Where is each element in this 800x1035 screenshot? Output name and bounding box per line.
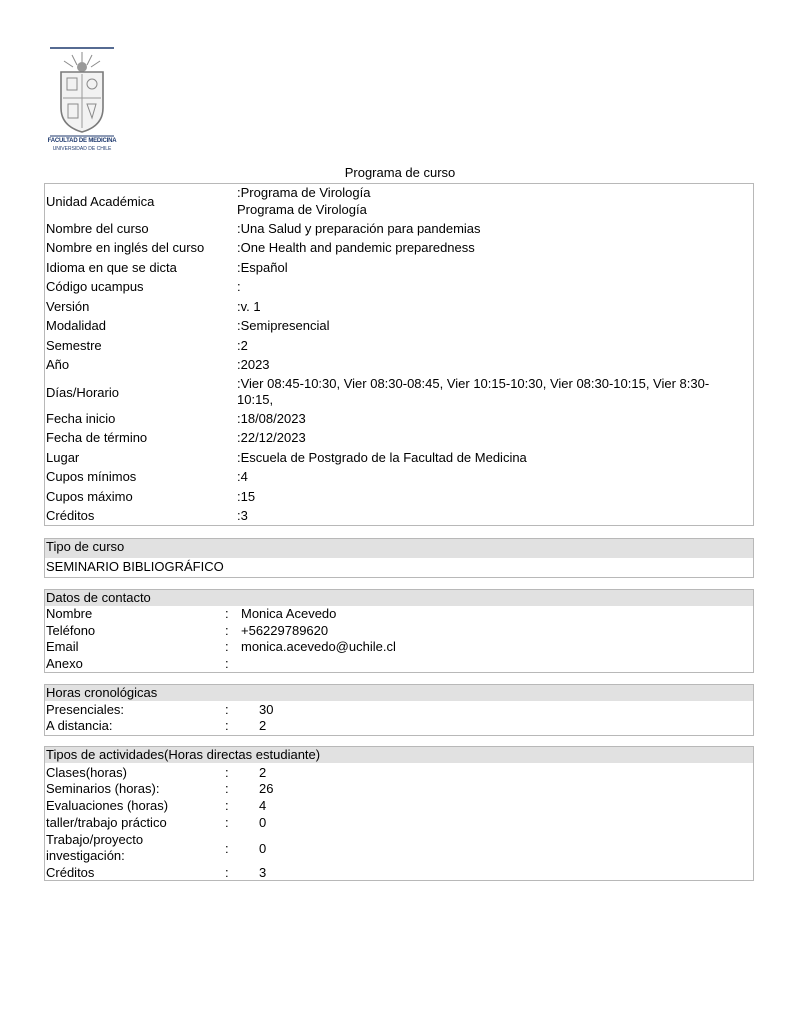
nombre-ingles-value: :One Health and pandemic preparedness: [237, 240, 475, 255]
lugar-value: :Escuela de Postgrado de la Facultad de Medicina: [237, 450, 527, 465]
nombre-ingles-label: Nombre en inglés del curso: [46, 240, 205, 255]
fecha-inicio-label: Fecha inicio: [46, 411, 116, 426]
contact-telefono-label: Teléfono: [46, 623, 96, 638]
contact-email-label: Email: [46, 639, 79, 654]
anio-label: Año: [46, 357, 70, 372]
contact-anexo-colon: :: [225, 656, 229, 671]
activities-clases-label: Clases(horas): [46, 765, 127, 780]
creditos-label: Créditos: [46, 508, 95, 523]
hours-presenciales-label: Presenciales:: [46, 702, 125, 717]
info-row-horario: [45, 376, 753, 410]
activities-clases-colon: :: [225, 765, 229, 780]
horario-value: :Vier 08:45-10:30, Vier 08:30-08:45, Vier 10:15-10:30, Vier 08:30-10:15, Vier 8:30-10:15,: [237, 376, 710, 407]
hours-distancia-label: A distancia:: [46, 718, 113, 733]
contact-email-value: monica.acevedo@uchile.cl: [241, 639, 396, 654]
activities-section: [44, 746, 754, 881]
codigo-label: Código ucampus: [46, 279, 144, 294]
unidad-value-2: Programa de Virología: [237, 202, 367, 217]
hours-distancia-value: 2: [259, 718, 267, 733]
activities-trabajo-colon: :: [225, 841, 229, 856]
contact-anexo-label: Anexo: [46, 656, 83, 671]
activities-seminarios-colon: :: [225, 781, 229, 796]
activities-taller-colon: :: [225, 815, 229, 830]
activities-trabajo-value: 0: [259, 841, 267, 856]
activities-clases-value: 2: [259, 765, 267, 780]
activities-taller-value: 0: [259, 815, 267, 830]
horario-label: Días/Horario: [46, 385, 119, 400]
activities-creditos-value: 3: [259, 865, 267, 880]
activities-trabajo-label-2: investigación:: [46, 848, 125, 863]
faculty-logo: [44, 46, 120, 158]
contact-email-colon: :: [225, 639, 229, 654]
codigo-value: :: [237, 279, 241, 294]
nombre-label: Nombre del curso: [46, 221, 149, 236]
contact-telefono-value: +56229789620: [241, 623, 329, 638]
info-row-unidad: [45, 185, 753, 219]
contact-nombre-colon: :: [225, 606, 229, 621]
activities-taller-label: taller/trabajo práctico: [46, 815, 167, 830]
activities-evaluaciones-value: 4: [259, 798, 267, 813]
logo-line-1: FACULTAD DE MEDICINA: [47, 138, 117, 144]
cupos-min-value: :4: [237, 469, 248, 484]
hours-presenciales-value: 30: [259, 702, 274, 717]
logo-line-2: UNIVERSIDAD DE CHILE: [52, 146, 112, 152]
course-type-section: [44, 538, 754, 578]
hours-distancia-colon: :: [225, 718, 229, 733]
semestre-label: Semestre: [46, 338, 102, 353]
hours-section: [44, 684, 754, 736]
anio-value: :2023: [237, 357, 270, 372]
creditos-value: :3: [237, 508, 248, 523]
activities-evaluaciones-colon: :: [225, 798, 229, 813]
contact-nombre-value: Monica Acevedo: [241, 606, 337, 621]
idioma-value: :Español: [237, 260, 288, 275]
fecha-termino-value: :22/12/2023: [237, 430, 306, 445]
course-type-value: SEMINARIO BIBLIOGRÁFICO: [46, 559, 224, 574]
hours-presenciales-colon: :: [225, 702, 229, 717]
activities-seminarios-value: 26: [259, 781, 274, 796]
semestre-value: :2: [237, 338, 248, 353]
cupos-max-value: :15: [237, 489, 256, 504]
cupos-max-label: Cupos máximo: [46, 489, 133, 504]
activities-creditos-colon: :: [225, 865, 229, 880]
course-type-header: Tipo de curso: [45, 539, 753, 558]
activities-seminarios-label: Seminarios (horas):: [46, 781, 160, 796]
activities-trabajo-label-1: Trabajo/proyecto: [46, 832, 144, 847]
course-info-table: [44, 183, 754, 526]
contact-telefono-colon: :: [225, 623, 229, 638]
modalidad-label: Modalidad: [46, 318, 106, 333]
contact-section: [44, 589, 754, 673]
idioma-label: Idioma en que se dicta: [46, 260, 177, 275]
version-value: :v. 1: [237, 299, 261, 314]
unidad-label: Unidad Académica: [46, 194, 155, 209]
fecha-termino-label: Fecha de término: [46, 430, 148, 445]
activities-header: Tipos de actividades(Horas directas estudiante): [45, 747, 753, 763]
hours-header: Horas cronológicas: [45, 685, 753, 701]
version-label: Versión: [46, 299, 90, 314]
fecha-inicio-value: :18/08/2023: [237, 411, 306, 426]
activities-row-trabajo: [45, 832, 753, 864]
modalidad-value: :Semipresencial: [237, 318, 330, 333]
cupos-min-label: Cupos mínimos: [46, 469, 137, 484]
contact-nombre-label: Nombre: [46, 606, 93, 621]
nombre-value: :Una Salud y preparación para pandemias: [237, 221, 481, 236]
lugar-label: Lugar: [46, 450, 80, 465]
page-title: Programa de curso: [344, 165, 456, 180]
activities-creditos-label: Créditos: [46, 865, 95, 880]
unidad-value-1: :Programa de Virología: [237, 185, 371, 200]
activities-evaluaciones-label: Evaluaciones (horas): [46, 798, 169, 813]
contact-header: Datos de contacto: [45, 590, 753, 606]
